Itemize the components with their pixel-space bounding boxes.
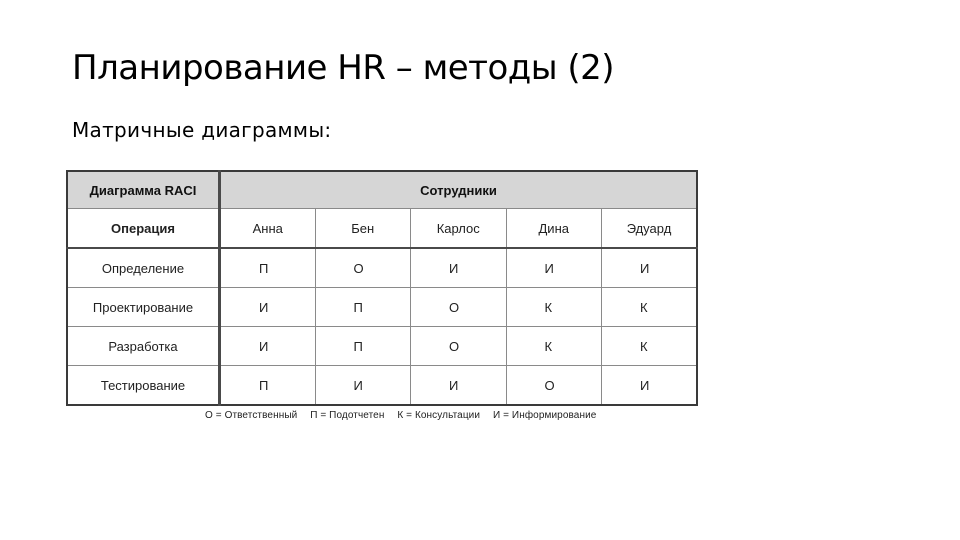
employee-header: Бен <box>315 209 411 249</box>
raci-cell: К <box>602 327 698 366</box>
raci-cell: П <box>315 288 411 327</box>
raci-cell: П <box>220 248 316 288</box>
raci-cell: О <box>315 248 411 288</box>
raci-cell: О <box>411 327 507 366</box>
employee-header: Дина <box>506 209 602 249</box>
table-row <box>67 248 697 288</box>
table-group-label: Сотрудники <box>220 171 698 209</box>
raci-cell: И <box>220 288 316 327</box>
legend-item: И = Информирование <box>492 410 597 421</box>
employee-header: Карлос <box>411 209 507 249</box>
raci-cell: И <box>506 248 602 288</box>
raci-cell: К <box>506 288 602 327</box>
legend-item: О = Ответственный <box>205 410 298 421</box>
operation-name: Проектирование <box>67 288 220 327</box>
employee-header: Анна <box>220 209 316 249</box>
slide-title: Планирование HR – методы (2) <box>72 48 615 88</box>
legend-item: П = Подотчетен <box>310 410 385 421</box>
slide-subtitle: Матричные диаграммы: <box>72 118 332 142</box>
operation-name: Определение <box>67 248 220 288</box>
raci-cell: П <box>220 366 316 406</box>
table-row <box>67 288 697 327</box>
raci-cell: И <box>411 366 507 406</box>
raci-cell: О <box>411 288 507 327</box>
table-header-row <box>67 171 697 209</box>
operation-column-header: Операция <box>67 209 220 249</box>
legend-item: К = Консультации <box>397 410 481 421</box>
table-row <box>67 366 697 406</box>
raci-table <box>66 170 698 406</box>
raci-cell: И <box>315 366 411 406</box>
operation-name: Тестирование <box>67 366 220 406</box>
raci-cell: И <box>220 327 316 366</box>
raci-cell: И <box>602 248 698 288</box>
raci-cell: И <box>602 366 698 406</box>
raci-cell: О <box>506 366 602 406</box>
table-corner-label: Диаграмма RACI <box>67 171 220 209</box>
operation-name: Разработка <box>67 327 220 366</box>
raci-cell: К <box>602 288 698 327</box>
raci-cell: К <box>506 327 602 366</box>
employee-header: Эдуард <box>602 209 698 249</box>
raci-cell: П <box>315 327 411 366</box>
table-subheader-row <box>67 209 697 249</box>
raci-legend <box>205 410 606 421</box>
raci-cell: И <box>411 248 507 288</box>
table-row <box>67 327 697 366</box>
